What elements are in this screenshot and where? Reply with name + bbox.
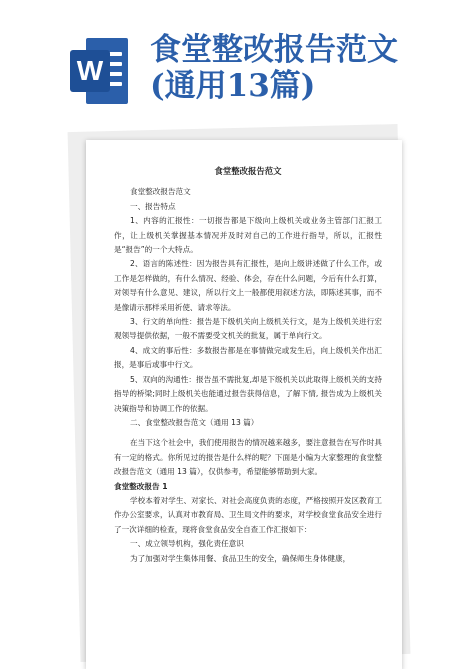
paragraph: 二、食堂整改报告范文（通用 13 篇） (130, 417, 259, 427)
banner-title (150, 32, 450, 104)
document-heading: 食堂整改报告范文 (214, 166, 282, 176)
paragraph: 4、成文的事后性：多数报告都是在事情做完或发生后，向上级机关作出汇报，是事后或事中行文。 (114, 345, 382, 370)
paragraph: 为了加强对学生集体用餐、食品卫生的安全，确保师生身体健康， (130, 553, 351, 563)
banner-title-line-1: 食堂整改报告范文 (150, 32, 398, 68)
paragraph: 一、成立领导机构，强化责任意识 (130, 539, 244, 549)
paragraph: 学校本着对学生、对家长、对社会高度负责的态度，严格按照开发区教育工作办公室要求，认真对市教育局、卫生局文件的要求，对学校食堂食品安全进行了一次详细的检查，现将食堂食品安全自查工作汇报如下： (114, 495, 382, 534)
word-document-icon (70, 38, 128, 104)
paragraph: 3、行文的单向性：报告是下级机关向上级机关行文，是为上级机关进行宏观领导提供依据，一般不需要受文机关的批复，属于单向行文。 (114, 317, 382, 341)
paragraph: 食堂整改报告范文 (130, 187, 191, 197)
banner (0, 0, 474, 118)
paragraph: 在当下这个社会中，我们使用报告的情况越来越多，要注意报告在写作时具有一定的格式。你所见过的报告是什么样的呢？下面是小编为大家整理的食堂整改报告范文（通用 13 篇），仅供参考，希望能够帮助到大家。 (114, 438, 382, 477)
paragraph: 1、内容的汇报性：一切报告都是下级向上级机关或业务主管部门汇报工作，让上级机关掌握基本情况并及时对自己的工作进行指导，所以，汇报性是“报告”的一个大特点。 (114, 216, 382, 255)
banner-title-line-2: (通用13篇) (150, 68, 316, 104)
paragraph: 2、语言的陈述性：因为报告具有汇报性，是向上级讲述做了什么工作，或工作是怎样做的，有什么情况、经验、体会，存在什么问题，今后有什么打算，对领导有什么意见、建议，所以行文上一般都使用叙述方法，即陈述其事，而不是像请示那样采用祈使、请求等法。 (114, 259, 382, 312)
paragraph: 5、双向的沟通性：报告虽不需批复,却是下级机关以此取得上级机关的支持 指导的桥梁;同时上级机关也能通过报告获得信息，了解下情, 报告成为上级机关决策指导和协调工作的依据。 (114, 374, 382, 413)
document-page (86, 140, 402, 669)
section-heading: 食堂整改报告 1 (114, 481, 168, 491)
word-badge: W (70, 50, 110, 92)
paragraph: 一、报告特点 (130, 201, 176, 211)
